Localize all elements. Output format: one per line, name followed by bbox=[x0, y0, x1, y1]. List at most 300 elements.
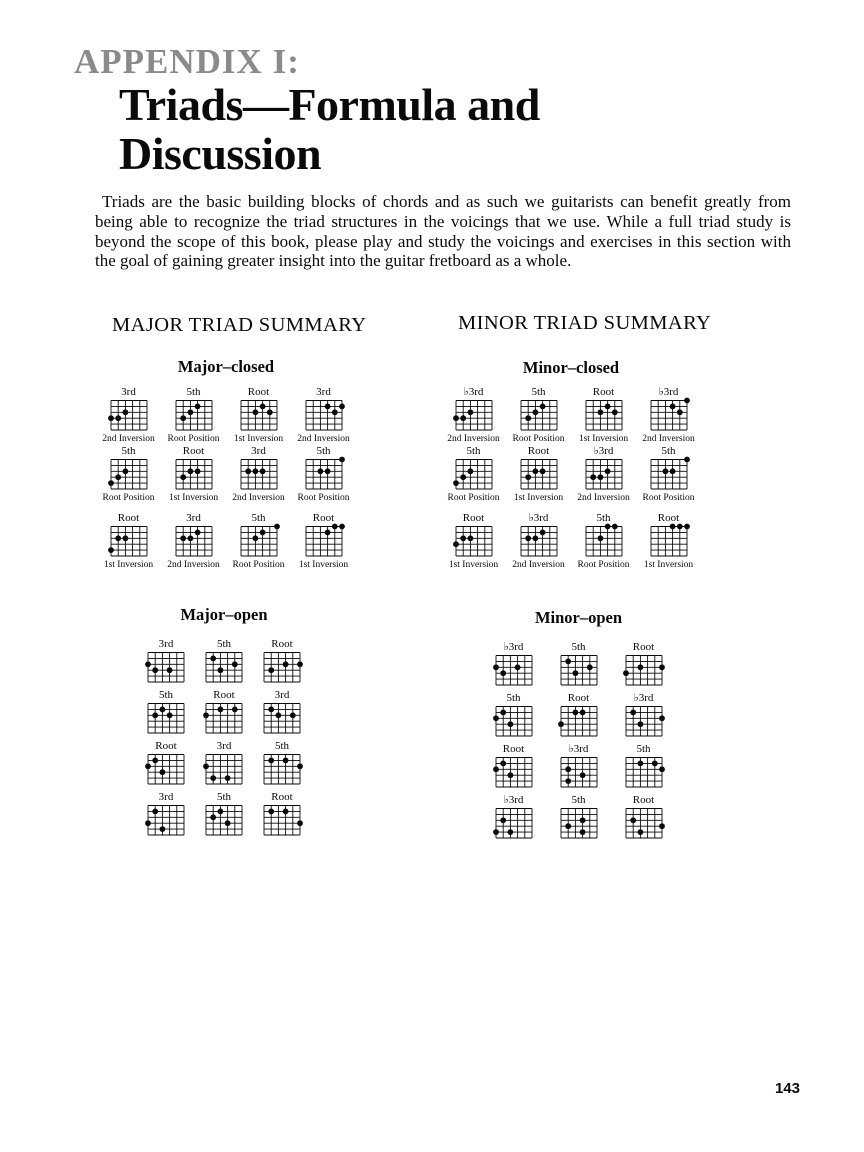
finger-dot bbox=[604, 524, 610, 530]
finger-dot bbox=[324, 530, 330, 536]
chord-diagram bbox=[441, 445, 506, 503]
finger-dot bbox=[579, 817, 585, 823]
finger-dot bbox=[187, 468, 193, 474]
chord-diagram bbox=[546, 743, 611, 790]
chord-inversion-label: 2nd Inversion bbox=[642, 434, 695, 444]
fretboard-grid bbox=[622, 654, 666, 688]
fretboard-grid bbox=[237, 458, 281, 492]
chord-diagram bbox=[291, 445, 356, 503]
chord-note-label: Root bbox=[527, 445, 550, 457]
chord-diagram bbox=[226, 386, 291, 444]
finger-dot bbox=[539, 404, 545, 410]
finger-dot bbox=[108, 480, 114, 486]
chord-diagram bbox=[96, 445, 161, 503]
finger-dot bbox=[324, 468, 330, 474]
chord-diagram bbox=[481, 641, 546, 688]
fretboard-grid bbox=[260, 651, 304, 685]
chord-note-label: 5th bbox=[274, 740, 290, 752]
chord-note-label: Root bbox=[182, 445, 205, 457]
finger-dot bbox=[339, 404, 345, 410]
finger-dot bbox=[203, 712, 209, 718]
chord-note-label: Root bbox=[247, 386, 270, 398]
finger-dot bbox=[630, 817, 636, 823]
finger-dot bbox=[268, 667, 274, 673]
finger-dot bbox=[339, 524, 345, 530]
minor-triad-summary-heading: MINOR TRIAD SUMMARY bbox=[458, 312, 712, 334]
major-open-heading: Major–open bbox=[180, 605, 268, 624]
finger-dot bbox=[684, 524, 690, 530]
finger-dot bbox=[317, 468, 323, 474]
finger-dot bbox=[218, 667, 224, 673]
finger-dot bbox=[225, 775, 231, 781]
major-open-diagram-group bbox=[137, 638, 311, 842]
finger-dot bbox=[297, 661, 303, 667]
chord-inversion-label: Root Position bbox=[102, 493, 155, 503]
finger-dot bbox=[187, 409, 193, 415]
chord-inversion-label: 1st Inversion bbox=[643, 560, 694, 570]
major-triad-summary-heading: MAJOR TRIAD SUMMARY bbox=[112, 314, 367, 336]
chord-inversion-label: 2nd Inversion bbox=[232, 493, 285, 503]
finger-dot bbox=[115, 535, 121, 541]
chord-note-label: 5th bbox=[531, 386, 546, 398]
chord-diagram bbox=[481, 794, 546, 841]
chord-note-label: 5th bbox=[571, 794, 586, 806]
fretboard-grid bbox=[582, 399, 626, 433]
finger-dot bbox=[525, 415, 531, 421]
fretboard-grid bbox=[582, 525, 626, 559]
chord-note-label: 5th bbox=[186, 386, 201, 398]
fretboard-grid bbox=[172, 525, 216, 559]
finger-dot bbox=[630, 710, 636, 716]
chord-diagram bbox=[481, 743, 546, 790]
chord-diagram bbox=[571, 386, 636, 444]
finger-dot bbox=[659, 664, 665, 670]
finger-dot bbox=[684, 457, 690, 463]
chord-note-label: 3rd bbox=[186, 512, 201, 524]
chord-inversion-label: 2nd Inversion bbox=[577, 493, 630, 503]
finger-dot bbox=[167, 712, 173, 718]
finger-dot bbox=[579, 710, 585, 716]
chord-diagram bbox=[546, 794, 611, 841]
finger-dot bbox=[152, 712, 158, 718]
finger-dot bbox=[669, 524, 675, 530]
chord-diagram bbox=[636, 386, 701, 444]
finger-dot bbox=[669, 404, 675, 410]
finger-dot bbox=[218, 707, 224, 713]
finger-dot bbox=[493, 829, 499, 835]
chord-diagram bbox=[161, 445, 226, 503]
finger-dot bbox=[160, 826, 166, 832]
finger-dot bbox=[659, 715, 665, 721]
chord-diagram bbox=[253, 791, 311, 838]
chord-diagram bbox=[441, 512, 506, 570]
chord-diagram bbox=[161, 512, 226, 570]
finger-dot bbox=[252, 409, 258, 415]
finger-dot bbox=[579, 829, 585, 835]
chord-note-label: ♭3rd bbox=[593, 445, 614, 457]
page-title bbox=[119, 80, 540, 178]
finger-dot bbox=[331, 409, 337, 415]
finger-dot bbox=[565, 659, 571, 665]
finger-dot bbox=[460, 474, 466, 480]
chord-diagram bbox=[195, 740, 253, 787]
fretboard-grid bbox=[647, 525, 691, 559]
chord-diagram bbox=[137, 791, 195, 838]
finger-dot bbox=[290, 712, 296, 718]
finger-dot bbox=[283, 661, 289, 667]
minor-open-heading: Minor–open bbox=[534, 608, 623, 627]
finger-dot bbox=[232, 661, 238, 667]
chord-inversion-label: 1st Inversion bbox=[578, 434, 629, 444]
fretboard-grid bbox=[202, 804, 246, 838]
chord-inversion-label: Root Position bbox=[642, 493, 695, 503]
fretboard-grid bbox=[107, 458, 151, 492]
finger-dot bbox=[194, 404, 200, 410]
fretboard-grid bbox=[302, 525, 346, 559]
chord-note-label: 3rd bbox=[216, 740, 232, 752]
diagram-row bbox=[441, 445, 701, 503]
finger-dot bbox=[324, 404, 330, 410]
diagram-row bbox=[96, 512, 356, 570]
finger-dot bbox=[115, 415, 121, 421]
chord-diagram bbox=[137, 689, 195, 736]
chord-inversion-label: Root Position bbox=[297, 493, 350, 503]
finger-dot bbox=[493, 766, 499, 772]
appendix-kicker: APPENDIX I: bbox=[74, 42, 300, 81]
finger-dot bbox=[145, 820, 151, 826]
finger-dot bbox=[532, 468, 538, 474]
finger-dot bbox=[252, 535, 258, 541]
chord-diagram bbox=[161, 386, 226, 444]
finger-dot bbox=[611, 524, 617, 530]
finger-dot bbox=[579, 772, 585, 778]
fretboard-grid bbox=[172, 399, 216, 433]
finger-dot bbox=[283, 809, 289, 815]
fretboard-grid bbox=[107, 399, 151, 433]
finger-dot bbox=[108, 547, 114, 553]
finger-dot bbox=[152, 758, 158, 764]
fretboard-grid bbox=[260, 702, 304, 736]
diagram-row bbox=[441, 512, 701, 570]
chord-note-label: 5th bbox=[316, 445, 331, 457]
finger-dot bbox=[500, 761, 506, 767]
finger-dot bbox=[252, 468, 258, 474]
finger-dot bbox=[662, 468, 668, 474]
chord-inversion-label: 2nd Inversion bbox=[167, 560, 220, 570]
diagram-row bbox=[481, 692, 676, 739]
finger-dot bbox=[460, 415, 466, 421]
fretboard-grid bbox=[237, 525, 281, 559]
page-title-line2: Discussion bbox=[119, 128, 322, 179]
finger-dot bbox=[500, 817, 506, 823]
chord-note-label: ♭3rd bbox=[463, 386, 484, 398]
finger-dot bbox=[611, 409, 617, 415]
finger-dot bbox=[152, 667, 158, 673]
chord-diagram bbox=[636, 512, 701, 570]
finger-dot bbox=[493, 715, 499, 721]
chord-note-label: 5th bbox=[251, 512, 266, 524]
chord-diagram bbox=[571, 445, 636, 503]
chord-diagram bbox=[195, 638, 253, 685]
finger-dot bbox=[122, 409, 128, 415]
chord-note-label: Root bbox=[462, 512, 485, 524]
fretboard-grid bbox=[144, 753, 188, 787]
chord-note-label: Root bbox=[117, 512, 140, 524]
finger-dot bbox=[590, 474, 596, 480]
chord-note-label: Root bbox=[657, 512, 680, 524]
finger-dot bbox=[210, 656, 216, 662]
finger-dot bbox=[331, 524, 337, 530]
finger-dot bbox=[210, 775, 216, 781]
finger-dot bbox=[467, 409, 473, 415]
finger-dot bbox=[507, 829, 513, 835]
finger-dot bbox=[297, 820, 303, 826]
finger-dot bbox=[507, 772, 513, 778]
finger-dot bbox=[145, 661, 151, 667]
diagram-row bbox=[96, 386, 356, 444]
chord-diagram bbox=[96, 512, 161, 570]
finger-dot bbox=[514, 664, 520, 670]
minor-open-diagram-group bbox=[481, 641, 676, 845]
fretboard-grid bbox=[302, 399, 346, 433]
finger-dot bbox=[194, 530, 200, 536]
chord-note-label: 5th bbox=[571, 641, 586, 653]
finger-dot bbox=[467, 468, 473, 474]
finger-dot bbox=[283, 758, 289, 764]
fretboard-grid bbox=[492, 807, 536, 841]
chord-inversion-label: Root Position bbox=[167, 434, 220, 444]
chord-diagram bbox=[506, 445, 571, 503]
fretboard-grid bbox=[517, 525, 561, 559]
chord-note-label: Root bbox=[502, 743, 525, 755]
finger-dot bbox=[453, 415, 459, 421]
fretboard-grid bbox=[144, 702, 188, 736]
intro-paragraph: Triads are the basic building blocks of chords and as such we guitarists can benefit greatly from being able to recognize the triad structures in the voicings that we use. While a full triad study is beyond the scope of this book, please play and study the voicings and exercises in this section with the goal of gaining greater insight into the guitar fretboard as a whole. bbox=[95, 192, 791, 271]
fretboard-grid bbox=[647, 399, 691, 433]
fretboard-grid bbox=[302, 458, 346, 492]
finger-dot bbox=[597, 535, 603, 541]
fretboard-grid bbox=[202, 651, 246, 685]
chord-inversion-label: 1st Inversion bbox=[168, 493, 219, 503]
chord-note-label: Root bbox=[213, 689, 235, 701]
chord-diagram bbox=[226, 445, 291, 503]
finger-dot bbox=[453, 541, 459, 547]
finger-dot bbox=[274, 524, 280, 530]
diagram-row bbox=[137, 740, 311, 787]
finger-dot bbox=[604, 468, 610, 474]
chord-diagram bbox=[506, 386, 571, 444]
finger-dot bbox=[604, 404, 610, 410]
chord-inversion-label: 1st Inversion bbox=[298, 560, 349, 570]
fretboard-grid bbox=[172, 458, 216, 492]
major-closed-heading: Major–closed bbox=[177, 357, 275, 376]
chord-note-label: 3rd bbox=[121, 386, 136, 398]
finger-dot bbox=[572, 670, 578, 676]
chord-note-label: Root bbox=[312, 512, 335, 524]
chord-diagram bbox=[546, 692, 611, 739]
finger-dot bbox=[572, 710, 578, 716]
chord-note-label: ♭3rd bbox=[633, 692, 654, 704]
chord-diagram bbox=[636, 445, 701, 503]
chord-diagram bbox=[611, 794, 676, 841]
chord-inversion-label: 1st Inversion bbox=[448, 560, 499, 570]
chord-diagram bbox=[506, 512, 571, 570]
chord-diagram bbox=[137, 638, 195, 685]
finger-dot bbox=[539, 468, 545, 474]
diagram-row bbox=[96, 445, 356, 503]
fretboard-grid bbox=[517, 399, 561, 433]
finger-dot bbox=[187, 535, 193, 541]
finger-dot bbox=[676, 409, 682, 415]
chord-diagram bbox=[195, 689, 253, 736]
chord-note-label: Root bbox=[155, 740, 177, 752]
finger-dot bbox=[525, 535, 531, 541]
chord-note-label: Root bbox=[271, 791, 293, 803]
fretboard-grid bbox=[557, 654, 601, 688]
chord-note-label: Root bbox=[632, 641, 655, 653]
fretboard-grid bbox=[452, 399, 496, 433]
finger-dot bbox=[659, 766, 665, 772]
fretboard-grid bbox=[622, 807, 666, 841]
finger-dot bbox=[565, 766, 571, 772]
fretboard-grid bbox=[492, 705, 536, 739]
chord-inversion-label: 1st Inversion bbox=[103, 560, 154, 570]
chord-diagram bbox=[226, 512, 291, 570]
diagram-row bbox=[137, 638, 311, 685]
chord-note-label: 3rd bbox=[274, 689, 290, 701]
chord-diagram bbox=[291, 512, 356, 570]
page-number: 143 bbox=[774, 1080, 800, 1097]
chord-diagram bbox=[441, 386, 506, 444]
chord-inversion-label: 2nd Inversion bbox=[297, 434, 350, 444]
chord-note-label: 5th bbox=[506, 692, 521, 704]
finger-dot bbox=[637, 721, 643, 727]
finger-dot bbox=[565, 823, 571, 829]
fretboard-grid bbox=[107, 525, 151, 559]
finger-dot bbox=[259, 468, 265, 474]
finger-dot bbox=[532, 535, 538, 541]
chord-note-label: 5th bbox=[158, 689, 174, 701]
finger-dot bbox=[297, 763, 303, 769]
finger-dot bbox=[507, 721, 513, 727]
finger-dot bbox=[637, 664, 643, 670]
finger-dot bbox=[203, 763, 209, 769]
fretboard-grid bbox=[260, 753, 304, 787]
chord-diagram bbox=[253, 638, 311, 685]
diagram-row bbox=[481, 794, 676, 841]
diagram-row bbox=[481, 743, 676, 790]
chord-diagram bbox=[546, 641, 611, 688]
fretboard-grid bbox=[557, 705, 601, 739]
chord-diagram bbox=[291, 386, 356, 444]
finger-dot bbox=[180, 415, 186, 421]
finger-dot bbox=[259, 404, 265, 410]
finger-dot bbox=[453, 480, 459, 486]
chord-note-label: 3rd bbox=[316, 386, 331, 398]
fretboard-grid bbox=[202, 702, 246, 736]
finger-dot bbox=[268, 809, 274, 815]
chord-inversion-label: Root Position bbox=[447, 493, 500, 503]
finger-dot bbox=[180, 474, 186, 480]
finger-dot bbox=[339, 457, 345, 463]
chord-note-label: Root bbox=[567, 692, 590, 704]
fretboard-grid bbox=[622, 756, 666, 790]
finger-dot bbox=[218, 809, 224, 815]
chord-inversion-label: Root Position bbox=[232, 560, 285, 570]
finger-dot bbox=[152, 809, 158, 815]
finger-dot bbox=[115, 474, 121, 480]
fretboard-grid bbox=[452, 458, 496, 492]
chord-note-label: 5th bbox=[216, 638, 232, 650]
diagram-row bbox=[137, 791, 311, 838]
finger-dot bbox=[637, 761, 643, 767]
finger-dot bbox=[266, 409, 272, 415]
chord-inversion-label: Root Position bbox=[512, 434, 565, 444]
finger-dot bbox=[268, 707, 274, 713]
chord-diagram bbox=[137, 740, 195, 787]
finger-dot bbox=[194, 468, 200, 474]
chord-inversion-label: 1st Inversion bbox=[233, 434, 284, 444]
fretboard-grid bbox=[492, 756, 536, 790]
diagram-row bbox=[481, 641, 676, 688]
finger-dot bbox=[122, 535, 128, 541]
finger-dot bbox=[669, 468, 675, 474]
finger-dot bbox=[210, 814, 216, 820]
fretboard-grid bbox=[622, 705, 666, 739]
finger-dot bbox=[108, 415, 114, 421]
finger-dot bbox=[500, 710, 506, 716]
finger-dot bbox=[467, 535, 473, 541]
chord-inversion-label: Root Position bbox=[577, 560, 630, 570]
finger-dot bbox=[245, 468, 251, 474]
finger-dot bbox=[586, 664, 592, 670]
minor-closed-heading: Minor–closed bbox=[522, 358, 620, 377]
chord-diagram bbox=[611, 641, 676, 688]
finger-dot bbox=[460, 535, 466, 541]
chord-inversion-label: 2nd Inversion bbox=[512, 560, 565, 570]
fretboard-grid bbox=[452, 525, 496, 559]
chord-diagram bbox=[253, 740, 311, 787]
chord-diagram bbox=[611, 743, 676, 790]
fretboard-grid bbox=[144, 651, 188, 685]
chord-diagram bbox=[481, 692, 546, 739]
finger-dot bbox=[651, 761, 657, 767]
chord-note-label: ♭3rd bbox=[658, 386, 679, 398]
finger-dot bbox=[145, 763, 151, 769]
major-closed-diagram-group bbox=[96, 386, 356, 571]
chord-diagram bbox=[611, 692, 676, 739]
chord-diagram bbox=[195, 791, 253, 838]
diagram-row bbox=[441, 386, 701, 444]
finger-dot bbox=[122, 468, 128, 474]
chord-diagram bbox=[253, 689, 311, 736]
chord-note-label: Root bbox=[632, 794, 655, 806]
finger-dot bbox=[565, 778, 571, 784]
page-title-line1: Triads—Formula and bbox=[119, 79, 540, 130]
chord-inversion-label: 2nd Inversion bbox=[102, 434, 155, 444]
finger-dot bbox=[637, 829, 643, 835]
finger-dot bbox=[539, 530, 545, 536]
finger-dot bbox=[597, 474, 603, 480]
finger-dot bbox=[532, 409, 538, 415]
finger-dot bbox=[259, 530, 265, 536]
finger-dot bbox=[659, 823, 665, 829]
finger-dot bbox=[276, 712, 282, 718]
finger-dot bbox=[225, 820, 231, 826]
chord-note-label: 3rd bbox=[251, 445, 266, 457]
chord-note-label: 5th bbox=[636, 743, 651, 755]
chord-note-label: Root bbox=[592, 386, 615, 398]
